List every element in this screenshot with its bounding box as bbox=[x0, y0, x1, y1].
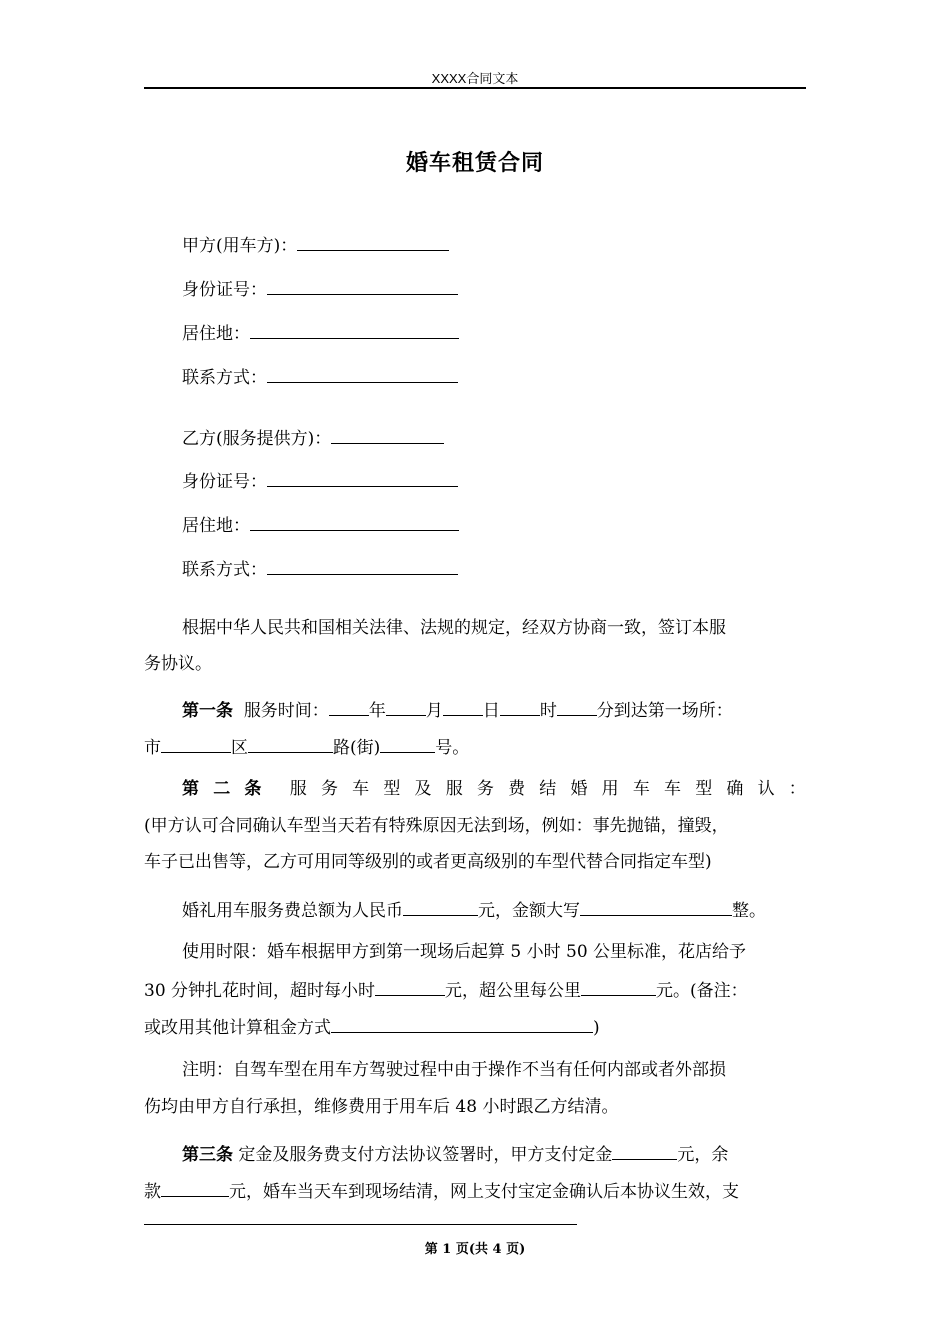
alt-method-label: 或改用其他计算租金方式 bbox=[144, 1018, 331, 1038]
article2-heading-line bbox=[182, 778, 806, 800]
article2-char: 车 bbox=[352, 779, 370, 799]
article2-char: 服 bbox=[289, 779, 307, 799]
intro-line-1: 根据中华人民共和国相关法律、法规的规定，经双方协商一致，签订本服 bbox=[182, 618, 726, 638]
day-label: 日 bbox=[482, 701, 500, 721]
party-b-name-row bbox=[182, 425, 444, 450]
article2-char: 务 bbox=[476, 779, 494, 799]
time-line-1: 使用时限：婚车根据甲方到第一现场后起算 5 小时 50 公里标准，花店给予 bbox=[182, 942, 747, 962]
party-b-address-label: 居住地： bbox=[182, 516, 250, 536]
note-line-2: 伤均由甲方自行承担，维修费用于用车后 48 小时跟乙方结清。 bbox=[144, 1097, 619, 1117]
party-a-contact-row bbox=[182, 364, 458, 389]
payment-terms: 元，婚车当天车到现场结清，网上支付宝定金确认后本协议生效，支 bbox=[229, 1182, 739, 1202]
party-b-id-row bbox=[182, 468, 458, 493]
contract-title: 婚车租赁合同 bbox=[405, 150, 544, 176]
intro-line-2: 务协议。 bbox=[144, 654, 212, 674]
footer-rule bbox=[144, 1224, 577, 1225]
party-a-contact-label: 联系方式： bbox=[182, 368, 267, 388]
year-label: 年 bbox=[368, 701, 386, 721]
number-label: 号。 bbox=[435, 738, 470, 758]
party-a-address-label: 居住地： bbox=[182, 324, 250, 344]
minute-label: 分到达第一场所： bbox=[596, 701, 733, 721]
party-a-name-row bbox=[182, 232, 449, 257]
article2-char: 确 bbox=[726, 779, 744, 799]
article2-char: 型 bbox=[383, 779, 401, 799]
article2-char: 型 bbox=[695, 779, 713, 799]
party-a-name-label: 甲方(用车方)： bbox=[182, 236, 298, 256]
article2-char: 服 bbox=[445, 779, 463, 799]
balance-label: 款 bbox=[144, 1182, 161, 1202]
year-blank[interactable] bbox=[329, 697, 369, 716]
party-b-id-label: 身份证号： bbox=[182, 472, 267, 492]
party-b-name-blank[interactable] bbox=[331, 425, 444, 444]
article2-char: 及 bbox=[414, 779, 432, 799]
party-a-name-blank[interactable] bbox=[297, 232, 449, 251]
balance-blank[interactable] bbox=[161, 1178, 229, 1197]
party-b-address-blank[interactable] bbox=[250, 512, 459, 531]
article1-heading: 第一条 bbox=[182, 701, 233, 721]
article3-heading: 第三条 bbox=[182, 1145, 233, 1165]
deposit-label: 定金及服务费支付方法协议签署时，甲方支付定金 bbox=[238, 1145, 613, 1165]
day-blank[interactable] bbox=[443, 697, 483, 716]
time-line-2 bbox=[144, 977, 748, 1002]
fee-prefix: 婚礼用车服务费总额为人民币 bbox=[182, 901, 403, 921]
article2-char: 第 bbox=[182, 779, 199, 799]
article3-line-1 bbox=[182, 1141, 728, 1166]
month-blank[interactable] bbox=[386, 697, 426, 716]
fee-amount-blank[interactable] bbox=[403, 897, 478, 916]
district-blank[interactable] bbox=[248, 734, 333, 753]
article1-line-1 bbox=[182, 697, 733, 722]
city-blank[interactable] bbox=[161, 734, 231, 753]
party-a-address-blank[interactable] bbox=[250, 320, 459, 339]
article2-char: 车 bbox=[664, 779, 681, 799]
month-label: 月 bbox=[425, 701, 443, 721]
article2-char: ： bbox=[788, 779, 806, 799]
alt-method-blank[interactable] bbox=[331, 1014, 593, 1033]
district-label: 区 bbox=[231, 738, 248, 758]
fee-words-blank[interactable] bbox=[580, 897, 732, 916]
article2-char: 二 bbox=[213, 779, 231, 799]
page-number: 第 1 页(共 4 页) bbox=[424, 1242, 526, 1257]
overkm-prefix: 元，超公里每公里 bbox=[445, 981, 582, 1001]
overtime-prefix: 30 分钟扎花时间，超时每小时 bbox=[144, 981, 376, 1001]
deposit-blank[interactable] bbox=[612, 1141, 677, 1160]
time-line-3 bbox=[144, 1014, 600, 1039]
article1-line-2 bbox=[144, 734, 469, 759]
article2-char: 结 bbox=[539, 779, 557, 799]
city-label: 市 bbox=[144, 738, 161, 758]
overtime-hour-blank[interactable] bbox=[375, 977, 445, 996]
balance-prefix: 元，余 bbox=[677, 1145, 729, 1165]
article2-line-2: (甲方认可合同确认车型当天若有特殊原因无法到场，例如：事先抛锚，撞毁， bbox=[144, 816, 729, 836]
alt-method-close: ) bbox=[593, 1018, 600, 1038]
road-number-blank[interactable] bbox=[380, 734, 435, 753]
article2-char: 车 bbox=[632, 779, 650, 799]
party-b-name-label: 乙方(服务提供方)： bbox=[182, 429, 332, 449]
fee-end: 整。 bbox=[732, 901, 766, 921]
party-b-address-row bbox=[182, 512, 459, 537]
party-a-id-row bbox=[182, 276, 458, 301]
fee-unit: 元，金额大写 bbox=[478, 901, 580, 921]
article2-char: 务 bbox=[320, 779, 338, 799]
fee-line bbox=[182, 897, 766, 922]
overkm-blank[interactable] bbox=[581, 977, 656, 996]
party-a-id-label: 身份证号： bbox=[182, 280, 267, 300]
party-b-contact-blank[interactable] bbox=[267, 556, 458, 575]
minute-blank[interactable] bbox=[557, 697, 597, 716]
party-a-address-row bbox=[182, 320, 459, 345]
party-b-id-blank[interactable] bbox=[267, 468, 458, 487]
article3-line-2 bbox=[144, 1178, 739, 1203]
article2-char: 用 bbox=[601, 779, 619, 799]
hour-blank[interactable] bbox=[500, 697, 540, 716]
party-a-id-blank[interactable] bbox=[267, 276, 458, 295]
article2-char: 认 bbox=[757, 779, 775, 799]
note-prefix: 元。(备注： bbox=[656, 981, 748, 1001]
article2-char: 费 bbox=[508, 779, 526, 799]
note-line-1: 注明：自驾车型在用车方驾驶过程中由于操作不当有任何内部或者外部损 bbox=[182, 1060, 726, 1080]
hour-label: 时 bbox=[539, 701, 557, 721]
party-b-contact-row bbox=[182, 556, 458, 581]
party-a-contact-blank[interactable] bbox=[267, 364, 458, 383]
article2-line-3: 车子已出售等，乙方可用同等级别的或者更高级别的车型代替合同指定车型) bbox=[144, 852, 712, 872]
party-b-contact-label: 联系方式： bbox=[182, 560, 267, 580]
page-header: XXXX合同文本 bbox=[431, 71, 519, 86]
article2-char: 条 bbox=[244, 779, 262, 799]
road-label: 路(街) bbox=[333, 738, 381, 758]
article1-label: 服务时间： bbox=[243, 701, 329, 721]
header-rule bbox=[144, 87, 806, 89]
article2-char: 婚 bbox=[570, 779, 588, 799]
